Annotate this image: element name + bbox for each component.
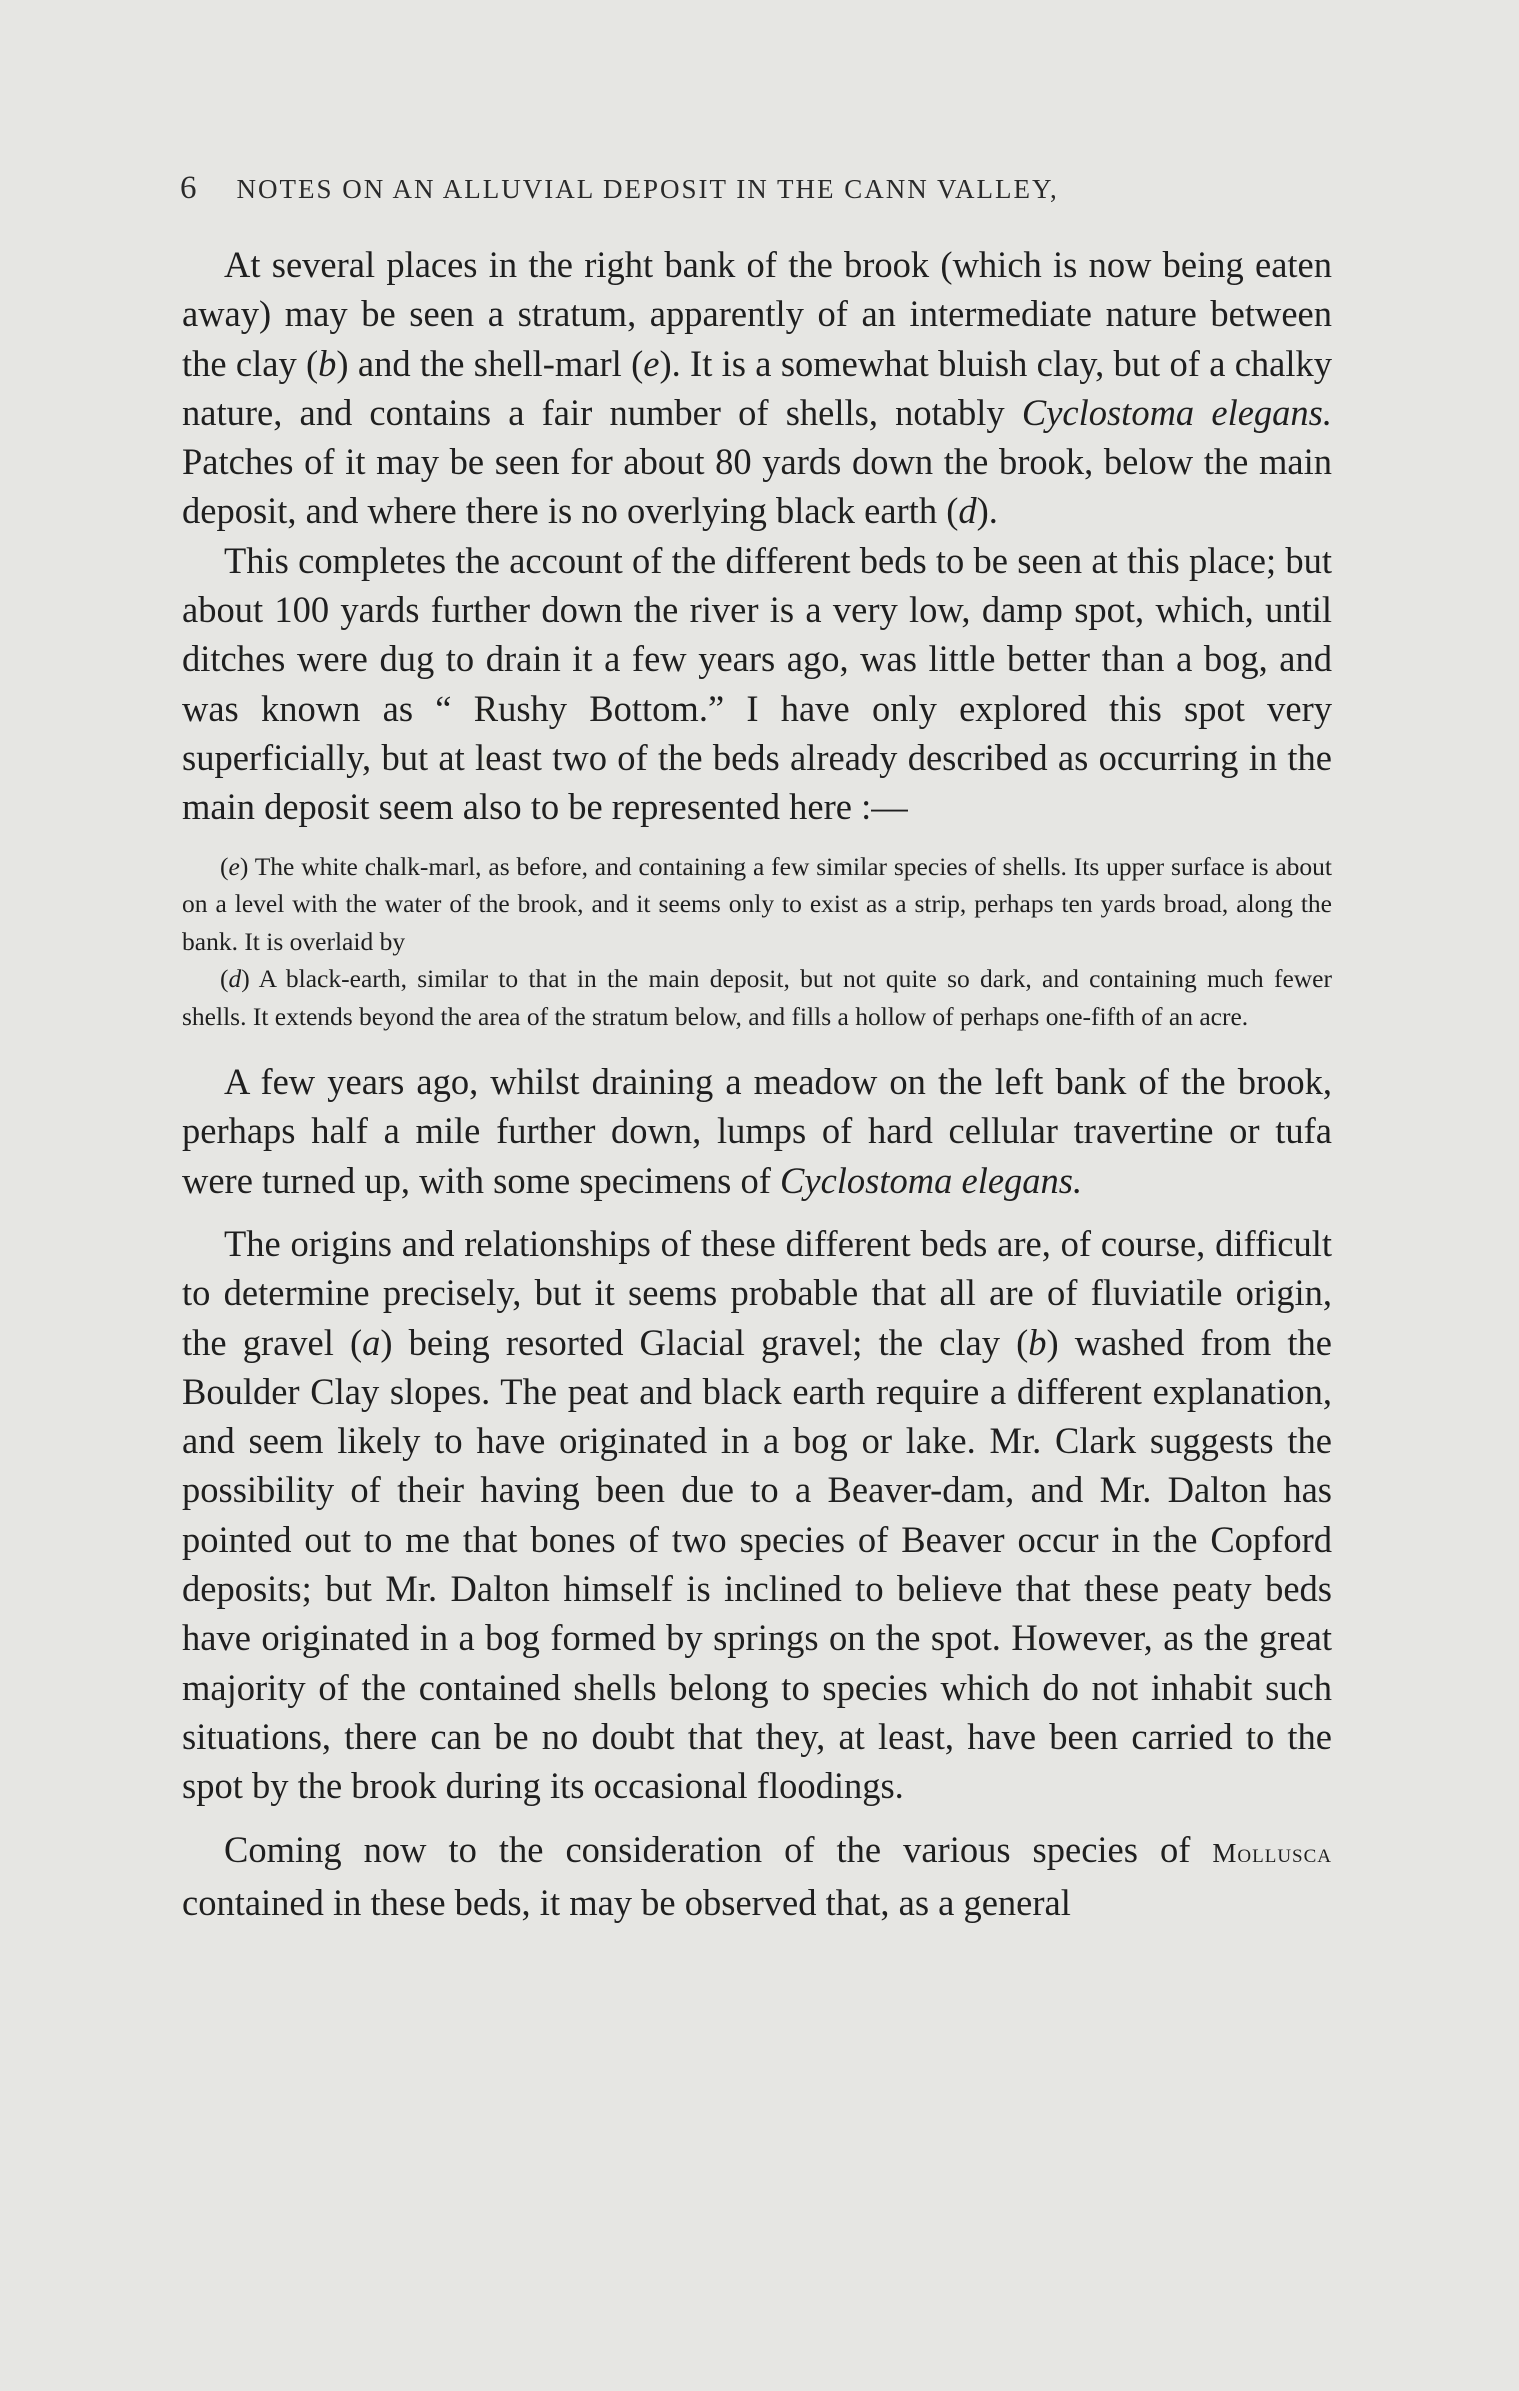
running-header <box>180 170 1330 207</box>
paragraph: This completes the account of the different beds to be seen at this place; but about 100 yards further down the river is a very low, damp spot, which, until ditches were dug to drain it a few years ago, was little better than a bog, and was known as “ Rushy Bottom.” I have only explored this spot very superficially, but at least two of the beds already described as occurring in the main deposit seem also to be represented here :— <box>182 539 1332 828</box>
paragraph: A few years ago, whilst draining a meadow on the left bank of the brook, perhaps half a mile further down, lumps of hard cellular travertine or tufa were turned up, with some specimens of Cyclostoma elegans. <box>182 1061 1332 1201</box>
bed-item-d: (d) A black-earth, similar to that in the main deposit, but not quite so dark, and containing much fewer shells. It extends beyond the area of the stratum below, and fills a hollow of perhaps one-fifth of an acre. <box>182 964 1332 1031</box>
bed-list <box>182 848 1332 1036</box>
page-number: 6 <box>180 170 197 206</box>
bed-item-e: (e) The white chalk-marl, as before, and containing a few similar species of shells. Its upper surface is about on a level with the water of the brook, and it seems only to exist as a strip, perhaps ten yards broad, along the bank. It is overlaid by <box>182 851 1332 956</box>
paragraph: At several places in the right bank of the brook (which is now being eaten away) may be seen a stratum, apparently of an intermediate nature between the clay (b) and the shell-marl (e). It is a somewhat bluish clay, but of a chalky nature, and contains a fair number of shells, notably Cyclostoma elegans. Patches of it may be seen for about 80 yards down the brook, below the main deposit, and where there is no overlying black earth (d). <box>182 244 1332 532</box>
paragraph: The origins and relationships of these different beds are, of course, difficult to determine precisely, but it seems probable that all are of fluviatile origin, the gravel (a) being resorted Glacial gravel; the clay (b) washed from the Boulder Clay slopes. The peat and black earth require a different explanation, and seem likely to have originated in a bog or lake. Mr. Clark suggests the possibility of their having been due to a Beaver-dam, and Mr. Dalton has pointed out to me that bones of two species of Beaver occur in the Copford deposits; but Mr. Dalton himself is inclined to believe that these peaty beds have originated in a bog formed by springs on the spot. However, as the great majority of the contained shells belong to species which do not inhabit such situations, there can be no doubt that they, at least, have been carried to the spot by the brook during its occasional floodings. <box>182 1222 1332 1807</box>
small-caps-term: Mollusca <box>1212 1837 1332 1868</box>
paragraph: Coming now to the consideration of the various species of Mollusca contained in these beds, it may be observed that, as a general <box>182 1828 1332 1923</box>
running-title: NOTES ON AN ALLUVIAL DEPOSIT IN THE CANN VALLEY, <box>236 174 1059 204</box>
body-text <box>182 240 1332 1927</box>
species-name: Cyclostoma elegans. <box>1021 391 1332 433</box>
species-name: Cyclostoma elegans. <box>780 1159 1083 1201</box>
